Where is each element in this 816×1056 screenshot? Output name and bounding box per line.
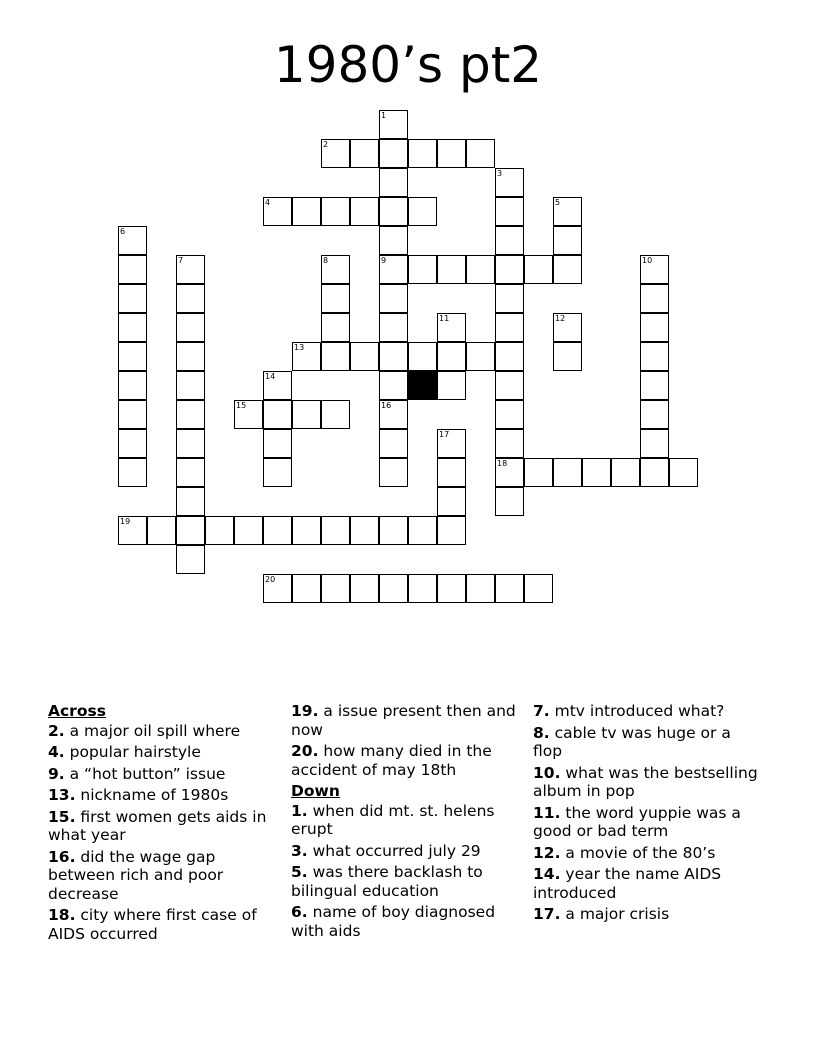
grid-cell[interactable] xyxy=(118,226,147,255)
grid-cell[interactable] xyxy=(379,139,408,168)
clue-number: 3 xyxy=(497,169,503,178)
grid-cell[interactable] xyxy=(640,429,669,458)
clue-item-number: 7. xyxy=(533,702,550,720)
grid-cell[interactable] xyxy=(118,342,147,371)
grid-cell[interactable] xyxy=(176,284,205,313)
grid-cell[interactable] xyxy=(553,458,582,487)
clue-number: 12 xyxy=(555,314,566,323)
grid-cell[interactable] xyxy=(408,574,437,603)
clue-item-number: 13. xyxy=(48,786,76,804)
grid-cell[interactable] xyxy=(495,255,524,284)
grid-cell[interactable] xyxy=(379,371,408,400)
grid-cell[interactable] xyxy=(495,313,524,342)
clue-item-text: when did mt. st. helens erupt xyxy=(291,801,495,838)
clue-item-number: 8. xyxy=(533,723,550,742)
grid-cell[interactable] xyxy=(176,342,205,371)
clue-item-number: 6. xyxy=(291,903,308,921)
grid-cell[interactable] xyxy=(553,226,582,255)
clue-number: 7 xyxy=(178,256,184,265)
grid-cell[interactable] xyxy=(640,371,669,400)
clue-item xyxy=(48,848,278,904)
clue-item-number: 2. xyxy=(48,721,65,740)
clue-column-1 xyxy=(48,702,278,946)
clue-number: 20 xyxy=(265,575,276,584)
grid-cell[interactable] xyxy=(437,139,466,168)
grid-cell[interactable] xyxy=(408,197,437,226)
grid-cell[interactable] xyxy=(321,342,350,371)
clue-item-number: 5. xyxy=(291,863,308,881)
grid-cell[interactable] xyxy=(524,255,553,284)
grid-cell[interactable] xyxy=(379,226,408,255)
clue-item xyxy=(291,742,521,779)
clue-item xyxy=(48,743,278,762)
clue-item xyxy=(291,702,521,739)
clue-item xyxy=(533,764,763,801)
grid-cell[interactable] xyxy=(437,574,466,603)
grid-cell[interactable] xyxy=(553,313,582,342)
clue-item-text: name of boy diagnosed with aids xyxy=(291,903,496,940)
grid-cell[interactable] xyxy=(234,400,263,429)
page-title: 1980’s pt2 xyxy=(273,36,543,94)
grid-cell[interactable] xyxy=(495,429,524,458)
grid-cell[interactable] xyxy=(379,574,408,603)
clue-item xyxy=(48,765,278,784)
clue-item-text: was there backlash to bilingual education xyxy=(291,863,483,900)
grid-cell[interactable] xyxy=(640,255,669,284)
clue-item-number: 11. xyxy=(533,803,561,822)
grid-cell[interactable] xyxy=(292,197,321,226)
clue-item-text: a major oil spill where xyxy=(69,721,241,740)
grid-cell[interactable] xyxy=(495,342,524,371)
grid-cell[interactable] xyxy=(263,400,292,429)
clue-item-text: how many died in the accident of may 18th xyxy=(291,742,492,779)
clue-item-text: city where first case of AIDS occurred xyxy=(48,906,257,943)
clue-number: 4 xyxy=(265,198,271,207)
clue-number: 6 xyxy=(120,227,126,236)
clue-item xyxy=(533,702,763,721)
grid-cell[interactable] xyxy=(234,516,263,545)
grid-cell[interactable] xyxy=(321,516,350,545)
grid-cell[interactable] xyxy=(292,342,321,371)
grid-cell[interactable] xyxy=(553,342,582,371)
clue-item-number: 20. xyxy=(291,742,319,760)
grid-cell[interactable] xyxy=(379,197,408,226)
grid-cell[interactable] xyxy=(495,574,524,603)
clue-item-text: a major crisis xyxy=(565,905,670,923)
grid-cell[interactable] xyxy=(118,429,147,458)
grid-cell[interactable] xyxy=(408,255,437,284)
clue-item xyxy=(533,844,763,863)
grid-cell[interactable] xyxy=(321,400,350,429)
clue-item xyxy=(533,905,763,924)
clue-item xyxy=(291,802,521,839)
grid-cell[interactable] xyxy=(379,313,408,342)
grid-cell[interactable] xyxy=(176,313,205,342)
grid-cell[interactable] xyxy=(466,342,495,371)
grid-cell[interactable] xyxy=(118,516,147,545)
black-cell xyxy=(408,371,437,400)
grid-cell[interactable] xyxy=(350,516,379,545)
clue-item-text: what occurred july 29 xyxy=(312,841,481,860)
grid-cell[interactable] xyxy=(379,342,408,371)
grid-cell[interactable] xyxy=(263,574,292,603)
grid-cell[interactable] xyxy=(118,313,147,342)
grid-cell[interactable] xyxy=(437,458,466,487)
clue-item-text: nickname of 1980s xyxy=(80,786,229,804)
grid-cell[interactable] xyxy=(379,284,408,313)
grid-cell[interactable] xyxy=(669,458,698,487)
clue-item-text: cable tv was huge or a flop xyxy=(533,723,731,760)
clue-number: 5 xyxy=(555,198,561,207)
clue-item xyxy=(533,865,763,902)
grid-cell[interactable] xyxy=(524,574,553,603)
grid-cell[interactable] xyxy=(176,400,205,429)
grid-cell[interactable] xyxy=(437,371,466,400)
clue-item-number: 1. xyxy=(291,801,308,820)
grid-cell[interactable] xyxy=(611,458,640,487)
grid-cell[interactable] xyxy=(466,574,495,603)
grid-cell[interactable] xyxy=(437,255,466,284)
clue-item-text: first women gets aids in what year xyxy=(48,807,267,844)
clue-number: 19 xyxy=(120,517,131,526)
clue-number: 17 xyxy=(439,430,450,439)
clue-item xyxy=(533,804,763,841)
clue-number: 15 xyxy=(236,401,247,410)
clue-item-number: 10. xyxy=(533,763,561,782)
grid-cell[interactable] xyxy=(321,574,350,603)
clue-number: 11 xyxy=(439,314,450,323)
grid-cell[interactable] xyxy=(263,429,292,458)
grid-cell[interactable] xyxy=(408,342,437,371)
clue-item-number: 19. xyxy=(291,702,319,720)
grid-cell[interactable] xyxy=(292,516,321,545)
grid-cell[interactable] xyxy=(466,139,495,168)
grid-cell[interactable] xyxy=(321,197,350,226)
clue-item-text: a “hot button” issue xyxy=(69,764,226,783)
clue-heading: Down xyxy=(291,782,340,800)
grid-cell[interactable] xyxy=(379,400,408,429)
grid-cell[interactable] xyxy=(495,284,524,313)
grid-cell[interactable] xyxy=(640,400,669,429)
grid-cell[interactable] xyxy=(118,255,147,284)
grid-cell[interactable] xyxy=(582,458,611,487)
grid-cell[interactable] xyxy=(176,516,205,545)
grid-cell[interactable] xyxy=(118,371,147,400)
clue-item-text: what was the bestselling album in pop xyxy=(533,763,758,800)
grid-cell[interactable] xyxy=(147,516,176,545)
grid-cell[interactable] xyxy=(495,168,524,197)
clue-number: 2 xyxy=(323,140,329,149)
grid-cell[interactable] xyxy=(176,545,205,574)
grid-cell[interactable] xyxy=(640,284,669,313)
clue-item-text: popular hairstyle xyxy=(69,743,201,761)
grid-cell[interactable] xyxy=(263,371,292,400)
grid-cell[interactable] xyxy=(321,284,350,313)
grid-cell[interactable] xyxy=(495,371,524,400)
grid-cell[interactable] xyxy=(553,197,582,226)
clue-item-text: mtv introduced what? xyxy=(554,702,725,720)
clue-item-text: year the name AIDS introduced xyxy=(533,865,722,902)
grid-cell[interactable] xyxy=(495,487,524,516)
grid-cell[interactable] xyxy=(437,487,466,516)
grid-cell[interactable] xyxy=(379,168,408,197)
clue-item xyxy=(291,842,521,861)
clue-heading: Across xyxy=(48,702,106,720)
clue-item-number: 16. xyxy=(48,847,76,866)
grid-cell[interactable] xyxy=(640,458,669,487)
grid-cell[interactable] xyxy=(263,516,292,545)
grid-cell[interactable] xyxy=(350,139,379,168)
grid-cell[interactable] xyxy=(524,458,553,487)
grid-cell[interactable] xyxy=(292,400,321,429)
grid-cell[interactable] xyxy=(408,516,437,545)
grid-cell[interactable] xyxy=(495,197,524,226)
grid-cell[interactable] xyxy=(263,197,292,226)
grid-cell[interactable] xyxy=(495,458,524,487)
grid-cell[interactable] xyxy=(292,574,321,603)
clue-item-text: a issue present then and now xyxy=(291,702,516,739)
grid-cell[interactable] xyxy=(321,139,350,168)
clue-number: 10 xyxy=(642,256,653,265)
grid-cell[interactable] xyxy=(205,516,234,545)
grid-cell[interactable] xyxy=(118,458,147,487)
grid-cell[interactable] xyxy=(118,284,147,313)
clue-column-3 xyxy=(533,702,763,927)
clue-item xyxy=(291,863,521,900)
grid-cell[interactable] xyxy=(350,574,379,603)
clue-item-text: the word yuppie was a good or bad term xyxy=(533,803,741,840)
grid-cell[interactable] xyxy=(379,429,408,458)
clue-number: 9 xyxy=(381,256,387,265)
clue-item xyxy=(48,722,278,741)
grid-cell[interactable] xyxy=(176,458,205,487)
clue-item-number: 17. xyxy=(533,905,561,923)
clue-number: 13 xyxy=(294,343,305,352)
clue-item-text: a movie of the 80’s xyxy=(565,843,716,862)
clue-item xyxy=(48,786,278,805)
grid-cell[interactable] xyxy=(321,255,350,284)
grid-cell[interactable] xyxy=(176,487,205,516)
grid-cell[interactable] xyxy=(263,458,292,487)
grid-cell[interactable] xyxy=(495,226,524,255)
clue-item xyxy=(533,724,763,761)
grid-cell[interactable] xyxy=(379,255,408,284)
clue-item xyxy=(291,903,521,940)
grid-cell[interactable] xyxy=(379,516,408,545)
clue-item-number: 9. xyxy=(48,764,65,783)
grid-cell[interactable] xyxy=(495,400,524,429)
clue-number: 16 xyxy=(381,401,392,410)
clue-item xyxy=(48,906,278,943)
clue-item-text: did the wage gap between rich and poor decrease xyxy=(48,847,224,903)
grid-cell[interactable] xyxy=(408,139,437,168)
grid-cell[interactable] xyxy=(437,516,466,545)
clue-item-number: 3. xyxy=(291,841,308,860)
clue-number: 1 xyxy=(381,111,387,120)
grid-cell[interactable] xyxy=(437,313,466,342)
grid-cell[interactable] xyxy=(379,458,408,487)
clue-number: 18 xyxy=(497,459,508,468)
grid-cell[interactable] xyxy=(350,342,379,371)
grid-cell[interactable] xyxy=(176,429,205,458)
grid-cell[interactable] xyxy=(350,197,379,226)
clue-item-number: 12. xyxy=(533,843,561,862)
grid-cell[interactable] xyxy=(379,110,408,139)
grid-cell[interactable] xyxy=(437,429,466,458)
clue-number: 8 xyxy=(323,256,329,265)
grid-cell[interactable] xyxy=(640,313,669,342)
grid-cell[interactable] xyxy=(176,255,205,284)
grid-cell[interactable] xyxy=(118,400,147,429)
grid-cell[interactable] xyxy=(640,342,669,371)
clue-item-number: 14. xyxy=(533,865,561,883)
clue-column-2 xyxy=(291,702,521,943)
clue-item-number: 18. xyxy=(48,906,76,924)
grid-cell[interactable] xyxy=(466,255,495,284)
clue-item-number: 4. xyxy=(48,743,65,761)
grid-cell[interactable] xyxy=(553,255,582,284)
clue-item-number: 15. xyxy=(48,807,76,826)
clue-number: 14 xyxy=(265,372,276,381)
clue-item xyxy=(48,808,278,845)
grid-cell[interactable] xyxy=(176,371,205,400)
grid-cell[interactable] xyxy=(321,313,350,342)
grid-cell[interactable] xyxy=(437,342,466,371)
